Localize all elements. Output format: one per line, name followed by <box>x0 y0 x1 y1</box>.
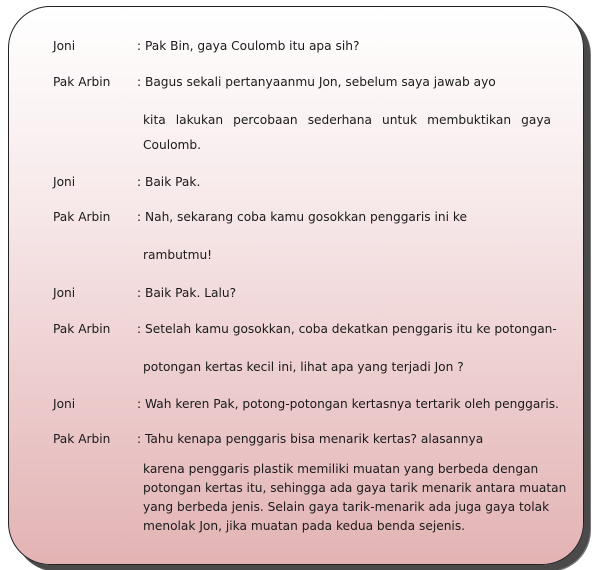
speaker-joni: Joni <box>53 286 76 300</box>
speaker-pak-arbin: Pak Arbin <box>53 75 111 89</box>
dialog-text: : Pak Bin, gaya Coulomb itu apa sih? <box>137 39 360 53</box>
dialog-paragraph-line: yang berbeda jenis. Selain gaya tarik-menarik ada juga gaya tolak <box>143 500 550 514</box>
speaker-pak-arbin: Pak Arbin <box>53 432 111 446</box>
dialog-paragraph-line: karena penggaris plastik memiliki muatan yang berbeda dengan <box>143 462 539 476</box>
dialog-text: : Setelah kamu gosokkan, coba dekatkan penggaris itu ke potongan- <box>137 322 557 336</box>
dialog-text: : Wah keren Pak, potong-potongan kertasnya tertarik oleh penggaris. <box>137 397 559 411</box>
speaker-pak-arbin: Pak Arbin <box>53 322 111 336</box>
dialog-text-continued: potongan kertas kecil ini, lihat apa yang terjadi Jon ? <box>143 360 464 374</box>
dialog-text: : Tahu kenapa penggaris bisa menarik kertas? alasannya <box>137 432 484 446</box>
speaker-joni: Joni <box>53 175 76 189</box>
dialog-text-continued: Coulomb. <box>143 138 202 152</box>
dialog-paragraph-line: menolak Jon, jika muatan pada kedua benda sejenis. <box>143 519 466 533</box>
speaker-joni: Joni <box>53 39 76 53</box>
dialog-text-continued: rambutmu! <box>143 248 213 262</box>
dialog-text: : Bagus sekali pertanyaanmu Jon, sebelum saya jawab ayo <box>137 75 496 89</box>
dialog-text: : Baik Pak. Lalu? <box>137 286 237 300</box>
dialog-text: : Nah, sekarang coba kamu gosokkan penggaris ini ke <box>137 210 468 224</box>
dialog-text-continued: kita lakukan percobaan sederhana untuk membuktikan gaya <box>143 113 551 127</box>
speaker-pak-arbin: Pak Arbin <box>53 210 111 224</box>
speaker-joni: Joni <box>53 397 76 411</box>
dialog-paragraph-line: potongan kertas itu, sehingga ada gaya tarik menarik antara muatan <box>143 481 567 495</box>
dialog-text: : Baik Pak. <box>137 175 201 189</box>
